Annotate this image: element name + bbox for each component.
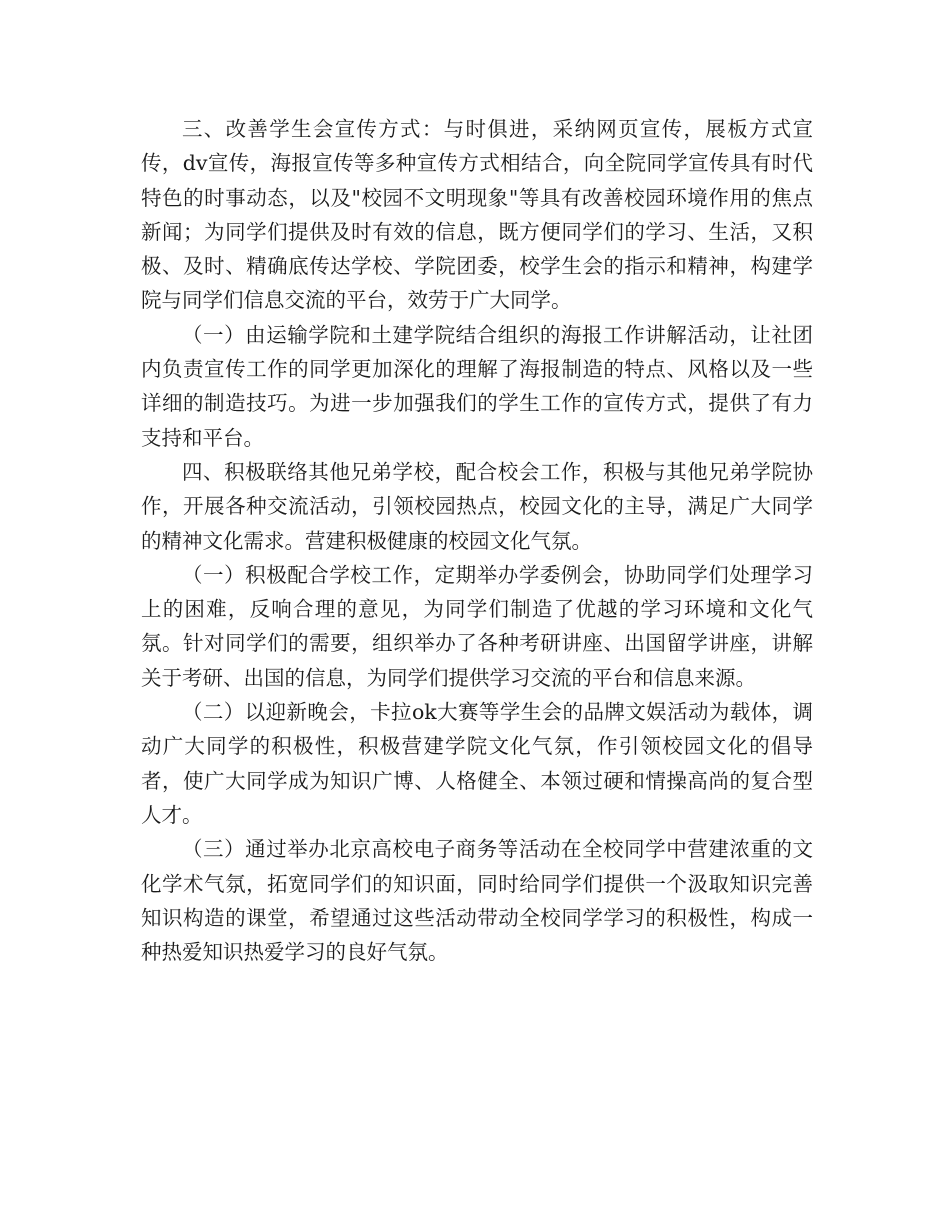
paragraph-inter-school-liaison: 四、积极联络其他兄弟学校，配合校会工作，积极与其他兄弟学院协作，开展各种交流活动，引领校园热点，校园文化的主导，满足广大同学的精神文化需求。营建积极健康的校园文化气氛。	[141, 459, 813, 553]
paragraph-publicity-methods: 三、改善学生会宣传方式：与时俱进，采纳网页宣传，展板方式宣传，dv宣传，海报宣传等多种宣传方式相结合，向全院同学宣传具有时代特色的时事动态，以及"校园不文明现象"等具有改善校园环境作用的焦点新闻；为同学们提供及时有效的信息，既方便同学们的学习、生活，又积极、及时、精确底传达学校、学院团委，校学生会的指示和精神，构建学院与同学们信息交流的平台，效劳于广大同学。	[141, 117, 813, 313]
paragraph-poster-workshop: （一）由运输学院和土建学院结合组织的海报工作讲解活动，让社团内负责宣传工作的同学更加深化的理解了海报制造的特点、风格以及一些详细的制造技巧。为进一步加强我们的学生工作的宣传方式，提供了有力支持和平台。	[141, 322, 813, 450]
paragraph-study-support: （一）积极配合学校工作，定期举办学委例会，协助同学们处理学习上的困难，反响合理的意见，为同学们制造了优越的学习环境和文化气氛。针对同学们的需要，组织举办了各种考研讲座、出国留学讲座，讲解关于考研、出国的信息，为同学们提供学习交流的平台和信息来源。	[141, 562, 813, 690]
paragraph-ecommerce-activities: （三）通过举办北京高校电子商务等活动在全校同学中营建浓重的文化学术气氛，拓宽同学们的知识面，同时给同学们提供一个汲取知识完善知识构造的课堂，希望通过这些活动带动全校同学学习的积极性，构成一种热爱知识热爱学习的良好气氛。	[141, 837, 813, 965]
paragraph-cultural-events: （二）以迎新晚会，卡拉ok大赛等学生会的品牌文娱活动为载体，调动广大同学的积极性，积极营建学院文化气氛，作引领校园文化的倡导者，使广大同学成为知识广博、人格健全、本领过硬和情操高尚的复合型人才。	[141, 700, 813, 827]
document-body	[141, 112, 813, 969]
